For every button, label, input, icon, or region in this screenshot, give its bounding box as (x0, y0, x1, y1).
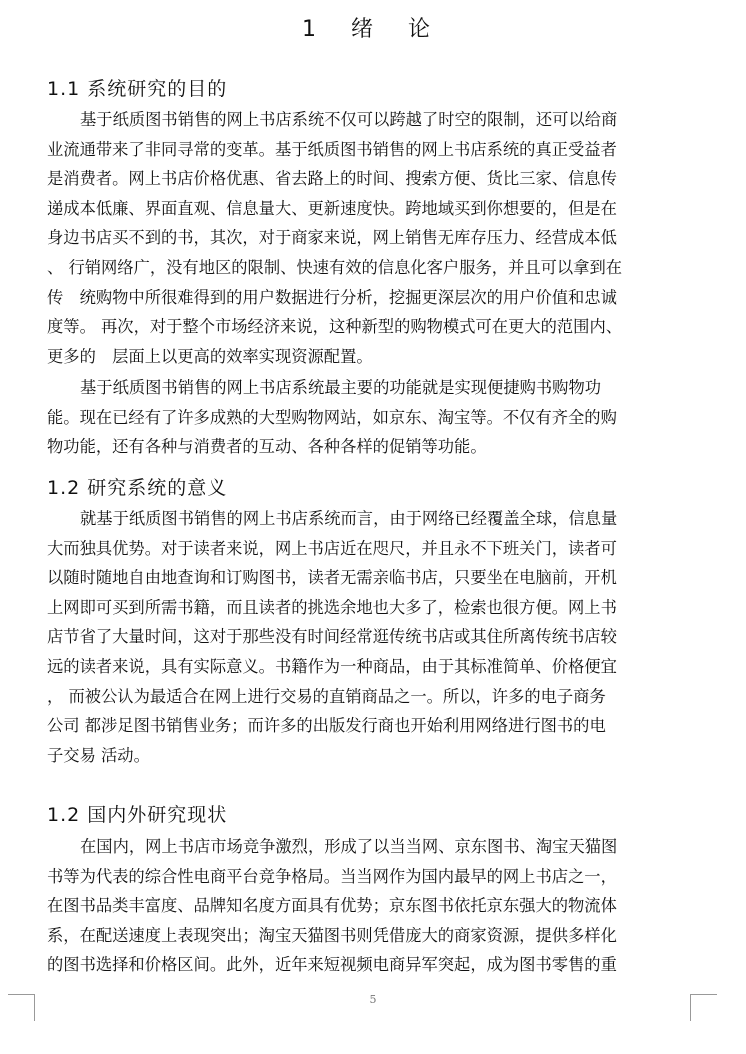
text-line: 在国内，网上书店市场竞争激烈，形成了以当当网、京东图书、淘宝天猫图 (80, 837, 618, 856)
text-line: 业流通带来了非同寻常的变革。基于纸质图书销售的网上书店系统的真正受益者 (47, 139, 617, 159)
text-line: 度等。 再次，对于整个市场经济来说，这种新型的购物模式可在更大的范围内、 (47, 317, 623, 337)
text-line: 店节省了大量时间，这对于那些没有时间经常逛传统书店或其住所离传统书店较 (47, 627, 617, 647)
text-line: 的图书选择和价格区间。此外，近年来短视频电商异军突起，成为图书零售的重 (47, 955, 617, 975)
paragraph-purpose-1 (47, 105, 697, 371)
section-heading-1-2-significance: 1.2 研究系统的意义 (47, 477, 228, 499)
page-number: 5 (369, 993, 377, 1006)
text-line: 递成本低廉、界面直观、信息量大、更新速度快。跨地域买到你想要的，但是在 (47, 198, 617, 218)
text-line: 子交易 活动。 (47, 745, 150, 765)
text-line: 基于纸质图书销售的网上书店系统不仅可以跨越了时空的限制，还可以给商 (80, 110, 618, 129)
text-line: 以随时随地自由地查询和订购图书，读者无需亲临书店，只要坐在电脑前，开机 (47, 568, 617, 588)
text-line: 更多的 层面上以更高的效率实现资源配置。 (47, 346, 373, 366)
text-line: 、 行销网络广，没有地区的限制、快速有效的信息化客户服务，并且可以拿到在 (47, 257, 623, 277)
chapter-title: 1 绪 论 (302, 17, 444, 42)
paragraph-purpose-2 (47, 373, 697, 462)
text-line: ， 而被公认为最适合在网上进行交易的直销商品之一。所以，许多的电子商务 (47, 686, 606, 706)
text-line: 物功能，还有各种与消费者的互动、各种各样的促销等功能。 (47, 437, 487, 457)
text-line: 大而独具优势。对于读者来说，网上书店近在咫尺，并且永不下班关门，读者可 (47, 538, 617, 558)
text-line: 系，在配送速度上表现突出；淘宝天猫图书则凭借庞大的商家资源，提供多样化 (47, 925, 617, 945)
text-line: 书等为代表的综合性电商平台竞争格局。当当网作为国内最早的网上书店之一， (47, 866, 617, 886)
text-line: 就基于纸质图书销售的网上书店系统而言，由于网络已经覆盖全球，信息量 (80, 509, 618, 528)
section-heading-1-2-status: 1.2 国内外研究现状 (47, 804, 228, 826)
text-line: 能。现在已经有了许多成熟的大型购物网站，如京东、淘宝等。不仅有齐全的购 (47, 407, 617, 427)
paragraph-significance (47, 504, 697, 770)
text-line: 远的读者来说，具有实际意义。书籍作为一种商品，由于其标准简单、价格便宜 (47, 656, 617, 676)
paragraph-research-status (47, 832, 697, 980)
section-heading-1-1: 1.1 系统研究的目的 (47, 78, 228, 100)
text-line: 上网即可买到所需书籍，而且读者的挑选余地也大多了，检索也很方便。网上书 (47, 597, 617, 617)
text-line: 在图书品类丰富度、品牌知名度方面具有优势；京东图书依托京东强大的物流体 (47, 896, 617, 916)
text-line: 身边书店买不到的书，其次，对于商家来说，网上销售无库存压力、经营成本低 (47, 228, 617, 248)
text-line: 是消费者。网上书店价格优惠、省去路上的时间、搜索方便、货比三家、信息传 (47, 169, 617, 189)
text-line: 传 统购物中所很难得到的用户数据进行分析，挖掘更深层次的用户价值和忠诚 (47, 287, 617, 307)
text-line: 基于纸质图书销售的网上书店系统最主要的功能就是实现便捷购书购物功 (80, 378, 602, 397)
text-line: 公司 都涉足图书销售业务；而许多的出版发行商也开始利用网络进行图书的电 (47, 716, 606, 736)
